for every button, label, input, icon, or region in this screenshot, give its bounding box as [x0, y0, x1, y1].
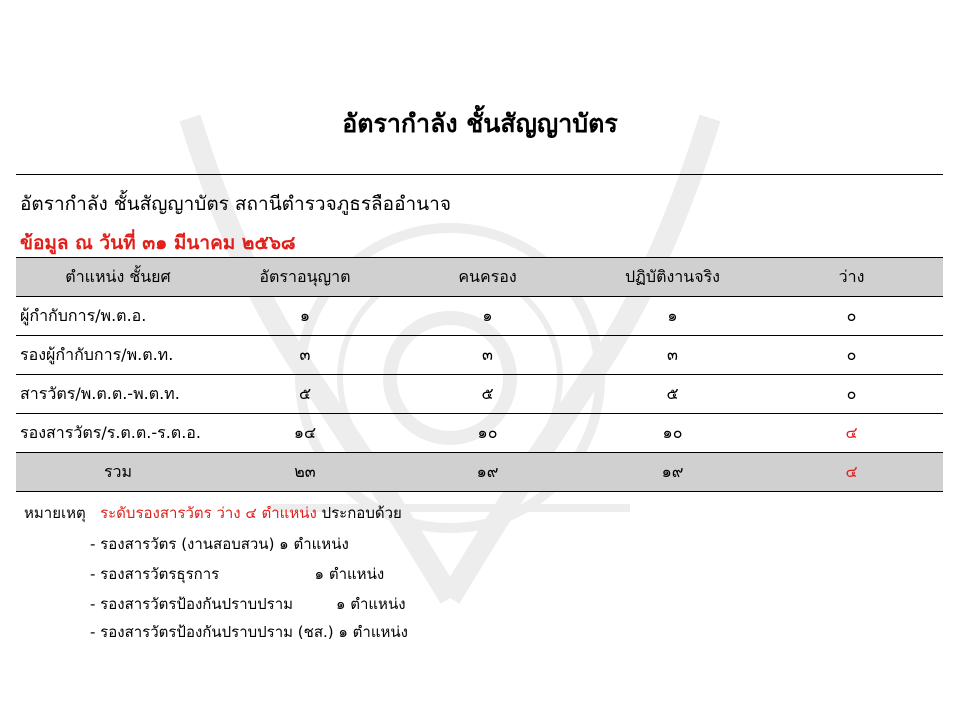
manpower-table	[16, 257, 943, 492]
header-vacant: ว่าง	[760, 258, 943, 297]
cell-authorized: ๕	[220, 375, 390, 414]
total-authorized: ๒๓	[220, 453, 390, 492]
header-occupied: คนครอง	[390, 258, 585, 297]
cell-on-duty: ๑	[585, 297, 760, 336]
cell-on-duty: ๓	[585, 336, 760, 375]
total-label: รวม	[16, 453, 220, 492]
table-row	[16, 336, 943, 375]
remark-highlight: ระดับรองสารวัตร ว่าง ๔ ตำแหน่ง	[100, 504, 317, 522]
remark-suffix: ประกอบด้วย	[321, 504, 402, 522]
cell-rank: รองผู้กำกับการ/พ.ต.ท.	[16, 336, 220, 375]
cell-vacant: ๔	[760, 414, 943, 453]
cell-on-duty: ๕	[585, 375, 760, 414]
total-on-duty: ๑๙	[585, 453, 760, 492]
cell-authorized: ๑๔	[220, 414, 390, 453]
cell-authorized: ๑	[220, 297, 390, 336]
top-divider	[16, 174, 943, 175]
cell-vacant: ๐	[760, 375, 943, 414]
station-subtitle: อัตรากำลัง ชั้นสัญญาบัตร สถานีตำรวจภูธรลืออำนาจ	[20, 193, 451, 215]
cell-occupied: ๑	[390, 297, 585, 336]
cell-rank: ผู้กำกับการ/พ.ต.อ.	[16, 297, 220, 336]
header-rank: ตำแหน่ง ชั้นยศ	[16, 258, 220, 297]
page-title: อัตรากำลัง ชั้นสัญญาบัตร	[342, 109, 618, 138]
remark-line	[24, 501, 402, 525]
cell-occupied: ๑๐	[390, 414, 585, 453]
header-authorized: อัตราอนุญาต	[220, 258, 390, 297]
header-on-duty: ปฏิบัติงานจริง	[585, 258, 760, 297]
table-row	[16, 414, 943, 453]
cell-on-duty: ๑๐	[585, 414, 760, 453]
cell-occupied: ๕	[390, 375, 585, 414]
table-header-row	[16, 258, 943, 297]
remark-item: - รองสารวัตร (งานสอบสวน) ๑ ตำแหน่ง	[90, 535, 349, 553]
data-date: ข้อมูล ณ วันที่ ๓๑ มีนาคม ๒๕๖๘	[20, 232, 296, 254]
cell-vacant: ๐	[760, 297, 943, 336]
cell-rank: รองสารวัตร/ร.ต.ต.-ร.ต.อ.	[16, 414, 220, 453]
remark-item: - รองสารวัตรป้องกันปราบปราม (ชส.) ๑ ตำแหน่ง	[90, 623, 408, 641]
cell-authorized: ๓	[220, 336, 390, 375]
remark-label: หมายเหตุ	[24, 504, 86, 522]
cell-occupied: ๓	[390, 336, 585, 375]
cell-rank: สารวัตร/พ.ต.ต.-พ.ต.ท.	[16, 375, 220, 414]
total-occupied: ๑๙	[390, 453, 585, 492]
table-row	[16, 297, 943, 336]
cell-vacant: ๐	[760, 336, 943, 375]
remark-item: - รองสารวัตรธุรการ ๑ ตำแหน่ง	[90, 565, 385, 583]
remark-item: - รองสารวัตรป้องกันปราบปราม ๑ ตำแหน่ง	[90, 595, 406, 613]
table-total-row	[16, 453, 943, 492]
table-row	[16, 375, 943, 414]
total-vacant: ๔	[760, 453, 943, 492]
